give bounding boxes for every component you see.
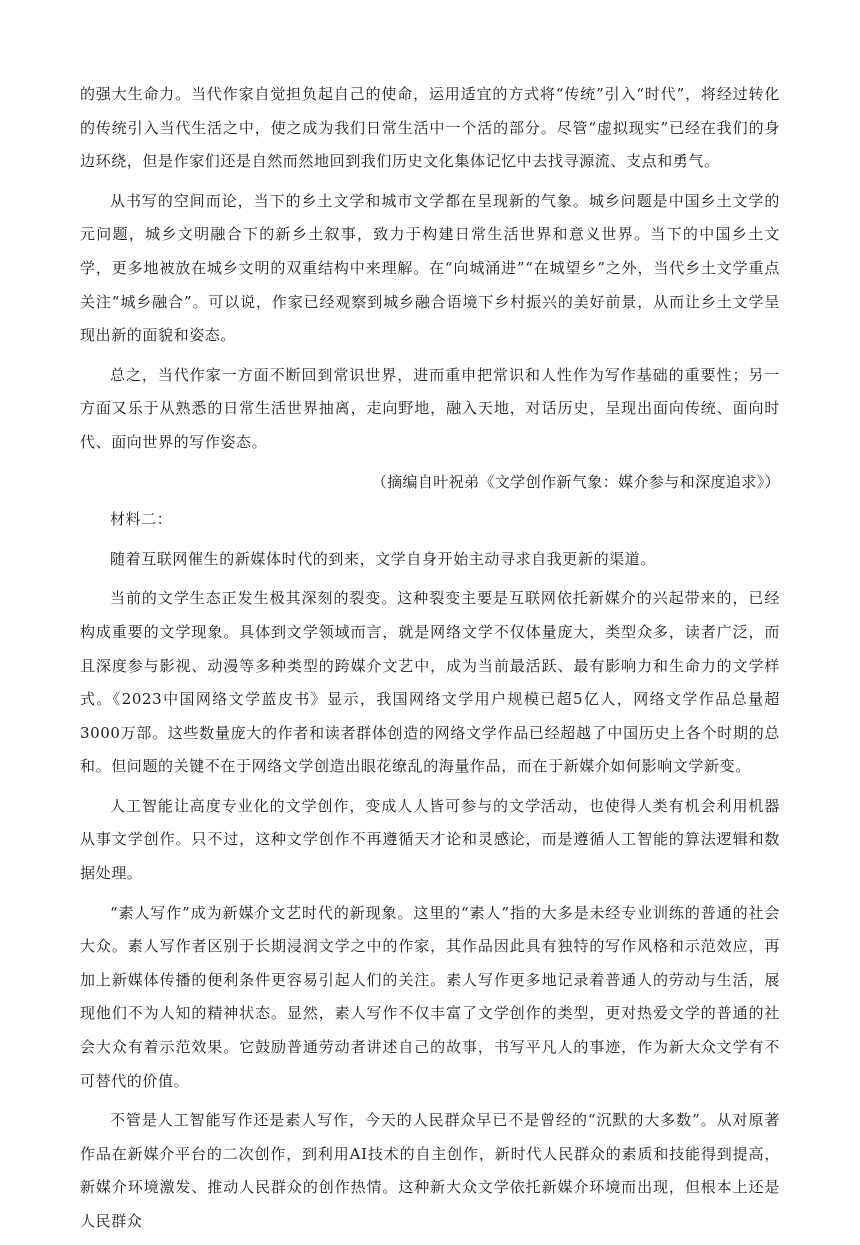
paragraph-summary: 总之，当代作家一方面不断回到常识世界，进而重申把常识和人性作为写作基础的重要性；另一方面又乐于从熟悉的日常生活世界抽离，走向野地，融入天地，对话历史，呈现出面向传统、面向时代、面向世界的写作姿态。 [80,365,780,451]
material-two-heading: 材料二： [110,510,173,529]
paragraph-continued: 的强大生命力。当代作家自觉担负起自己的使命，运用适宜的方式将“传统”引入“时代”，将经过转化的传统引入当代生活之中，使之成为我们日常生活中一个活的部分。尽管“虚拟现实”已经在我们的身边环绕，但是作家们还是自然而然地回到我们历史文化集体记忆中去找寻源流、支点和勇气。 [80,85,780,171]
paragraph-amateur-writing: “素人写作”成为新媒介文艺时代的新现象。这里的“素人”指的大多是未经专业训练的普通的社会大众。素人写作者区别于长期浸润文学之中的作家，其作品因此具有独特的写作风格和示范效应，再加上新媒体传播的便利条件更容易引起人们的关注。素人写作更多地记录着普通人的劳动与生活，展现他们不为人知的精神状态。显然，素人写作不仅丰富了文学创作的类型，更对热爱文学的普通的社会大众有着示范效果。它鼓励普通劳动者讲述自己的故事，书写平凡人的事迹，作为新大众文学有不可替代的价值。 [80,903,780,1090]
paragraph-people-masses: 不管是人工智能写作还是素人写作，今天的人民群众早已不是曾经的“沉默的大多数”。从对原著作品在新媒介平台的二次创作，到利用AI技术的自主创作，新时代人民群众的素质和技能得到提高，新媒介环境激发、推动人民群众的创作热情。这种新大众文学依托新媒介环境而出现，但根本上还是人民群众 [80,1111,780,1230]
source-citation: （摘编自叶祝弟《文学创作新气象：媒介参与和深度追求》） [371,472,780,491]
document-page [80,78,780,1245]
paragraph-ai-writing: 人工智能让高度专业化的文学创作，变成人人皆可参与的文学活动，也使得人类有机会利用机器从事文学创作。只不过，这种文学创作不再遵循天才论和灵感论，而是遵循人工智能的算法逻辑和数据处理。 [80,796,780,883]
paragraph-urban-rural: 从书写的空间而论，当下的乡土文学和城市文学都在呈现新的气象。城乡问题是中国乡土文学的元问题，城乡文明融合下的新乡土叙事，致力于构建日常生活世界和意义世界。当下的中国乡土文学，更多地被放在城乡文明的双重结构中来理解。在“向城涌进”“在城望乡”之外，当代乡土文学重点关注“城乡融合”。可以说，作家已经观察到城乡融合语境下乡村振兴的美好前景，从而让乡土文学呈现出新的面貌和姿态。 [80,191,780,345]
paragraph-new-media-intro: 随着互联网催生的新媒体时代的到来，文学自身开始主动寻求自我更新的渠道。 [110,549,657,568]
paragraph-literary-ecology: 当前的文学生态正发生极其深刻的裂变。这种裂变主要是互联网依托新媒介的兴起带来的，已经构成重要的文学现象。具体到文学领域而言，就是网络文学不仅体量庞大，类型众多，读者广泛，而且深度参与影视、动漫等多种类型的跨媒介文艺中，成为当前最活跃、最有影响力和生命力的文学样式。《2023中国网络文学蓝皮书》显示，我国网络文学用户规模已超5亿人，网络文学作品总量超3000万部。这些数量庞大的作者和读者群体创造的网络文学作品已经超越了中国历史上各个时期的总和。但问题的关键不在于网络文学创造出眼花缭乱的海量作品，而在于新媒介如何影响文学新变。 [80,589,780,776]
